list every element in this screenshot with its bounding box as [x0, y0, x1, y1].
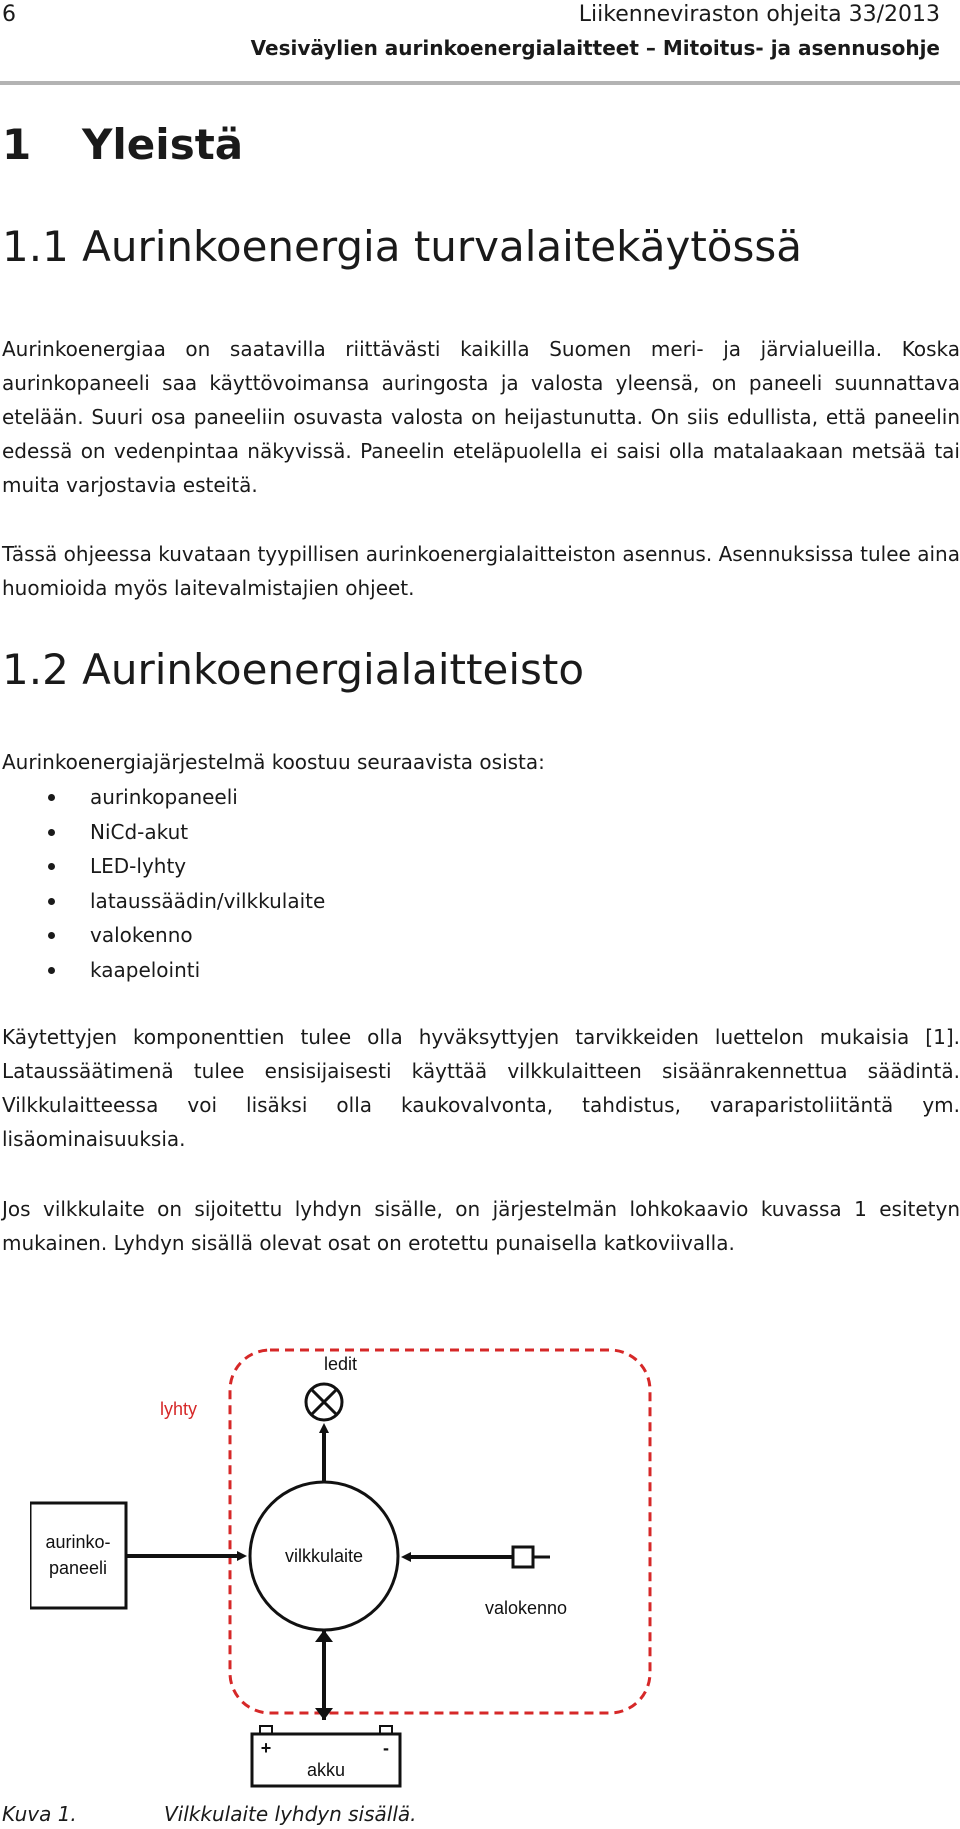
- list-item: LED-lyhty: [0, 849, 325, 884]
- solar-panel-box: [30, 1503, 126, 1608]
- publication-title: Liikenneviraston ohjeita 33/2013: [578, 2, 940, 27]
- lantern-label: lyhty: [160, 1399, 198, 1419]
- list-item: lataussäädin/vilkkulaite: [0, 884, 325, 919]
- section-1-1-heading: 1.1 Aurinkoenergia turvalaitekäytössä: [2, 222, 802, 271]
- section-1-2-paragraph-1: Käytettyjen komponenttien tulee olla hyväksyttyjen tarvikkeiden luettelon mukaisia [1]. Lataussäätimenä tulee ensisijaisesti käyttää vilkkulaitteen sisäänrakennettua säädintä. Vilkkulaitteessa voi lisäksi olla kaukovalvonta, tahdistus, varaparistoliitäntä ym. lisäominaisuuksia.: [2, 1025, 960, 1151]
- document-title: Vesiväylien aurinkoenergialaitteet – Mitoitus- ja asennusohje: [250, 36, 940, 60]
- figure-label: Kuva 1.: [2, 1802, 77, 1826]
- block-diagram: [30, 1330, 930, 1790]
- solar-panel-label-line-1: aurinko-: [45, 1532, 111, 1552]
- flasher-label: vilkkulaite: [284, 1546, 364, 1566]
- battery-label: akku: [306, 1760, 346, 1780]
- light-sensor-label: valokenno: [485, 1598, 568, 1618]
- section-1-2-intro: Aurinkoenergiajärjestelmä koostuu seuraavista osista:: [2, 750, 545, 774]
- section-1-2-heading: 1.2 Aurinkoenergialaitteisto: [2, 645, 585, 694]
- list-item: kaapelointi: [0, 953, 325, 988]
- section-1-1-paragraph-1: Aurinkoenergiaa on saatavilla riittävästi kaikilla Suomen meri- ja järvialueilla. Koska aurinkopaneeli saa käyttövoimansa auringosta ja valosta yleensä, on paneeli suunnattava etelään. Suuri osa paneeliin osuvasta valosta on heijastunutta. On siis edullista, että paneelin edessä on vedenpintaa näkyvissä. Paneelin eteläpuolella ei saisi olla matalaakaan metsää tai muita varjostavia esteitä.: [2, 337, 960, 497]
- battery-plus: +: [260, 1738, 272, 1758]
- list-item: NiCd-akut: [0, 815, 325, 850]
- led-lamp-icon: [306, 1384, 342, 1420]
- figure-caption: Vilkkulaite lyhdyn sisällä.: [164, 1802, 417, 1826]
- leds-label: ledit: [324, 1354, 358, 1374]
- light-sensor-box: [513, 1547, 533, 1567]
- page-number: 6: [2, 2, 16, 27]
- section-1-2-paragraph-2: Jos vilkkulaite on sijoitettu lyhdyn sisälle, on järjestelmän lohkokaavio kuvassa 1 esitetyn mukainen. Lyhdyn sisällä olevat osat on erotettu punaisella katkoviivalla.: [2, 1197, 960, 1255]
- arrow-up-head: [315, 1630, 333, 1642]
- chapter-heading: [2, 120, 243, 169]
- section-1-1-paragraph-2: Tässä ohjeessa kuvataan tyypillisen aurinkoenergialaitteiston asennus. Asennuksissa tulee aina huomioida myös laitevalmistajien ohjeet.: [2, 542, 960, 600]
- chapter-number: 1: [2, 120, 32, 169]
- solar-panel-label-line-2: paneeli: [48, 1558, 108, 1578]
- battery-minus: -: [383, 1738, 389, 1758]
- component-list: [0, 780, 325, 987]
- chapter-title: Yleistä: [82, 120, 244, 169]
- header-divider: [0, 81, 960, 85]
- list-item: valokenno: [0, 918, 325, 953]
- list-item: aurinkopaneeli: [0, 780, 325, 815]
